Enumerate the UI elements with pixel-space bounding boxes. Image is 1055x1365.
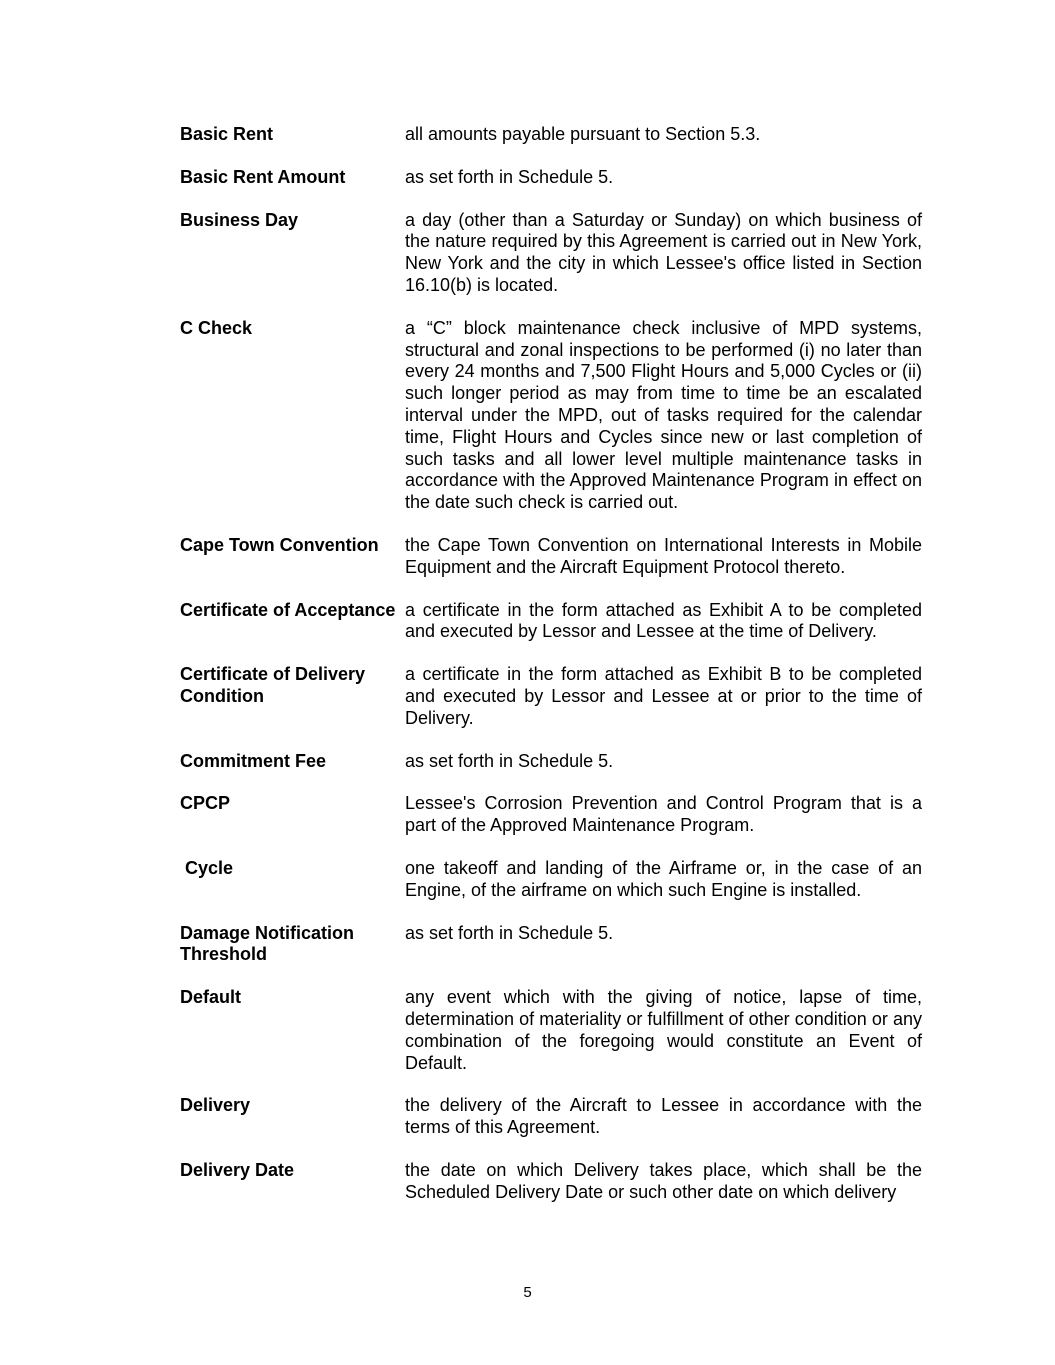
- term-certificate-of-acceptance: Certificate of Acceptance: [180, 599, 396, 620]
- definition-row: [180, 1160, 922, 1204]
- definitions-list: [180, 124, 922, 1224]
- definition-text: the delivery of the Aircraft to Lessee in accordance with the terms of this Agreement.: [405, 1095, 922, 1138]
- definition-text: a certificate in the form attached as Exhibit B to be completed and executed by Lessor and Lessee at or prior to the time of Delivery.: [405, 664, 922, 728]
- definition-row: [180, 1095, 922, 1139]
- definition-text: as set forth in Schedule 5.: [405, 166, 614, 187]
- definition-row: [180, 858, 922, 902]
- term-default: Default: [180, 987, 242, 1008]
- definition-text: the date on which Delivery takes place, which shall be the Scheduled Delivery Date or such other date on which delivery: [405, 1159, 922, 1202]
- definition-row: [180, 210, 922, 297]
- term-cape-town-convention: Cape Town Convention: [180, 534, 379, 555]
- definition-text: as set forth in Schedule 5.: [405, 750, 614, 771]
- term-c-check: C Check: [180, 317, 253, 338]
- term-damage-notification-threshold: Damage Notification Threshold: [180, 922, 355, 965]
- definition-row: [180, 535, 922, 579]
- definition-text: the Cape Town Convention on International Interests in Mobile Equipment and the Aircraft Equipment Protocol thereto.: [405, 534, 922, 577]
- definition-row: [180, 167, 922, 189]
- page-number: 5: [523, 1284, 532, 1301]
- definition-row: [180, 318, 922, 514]
- definition-text: as set forth in Schedule 5.: [405, 922, 614, 943]
- definition-text: all amounts payable pursuant to Section 5.3.: [405, 124, 761, 144]
- definition-row: [180, 793, 922, 837]
- term-delivery: Delivery: [180, 1095, 251, 1116]
- term-delivery-date: Delivery Date: [180, 1159, 295, 1180]
- definition-row: [180, 124, 922, 146]
- term-business-day: Business Day: [180, 209, 299, 230]
- definition-text: any event which with the giving of notice, lapse of time, determination of materiality or fulfillment of other condition or any combination of the foregoing would constitute an Event of Default.: [405, 987, 922, 1073]
- definition-text: a certificate in the form attached as Exhibit A to be completed and executed by Lessor and Lessee at the time of Delivery.: [405, 599, 922, 642]
- term-cycle: Cycle: [185, 857, 234, 878]
- definition-row: [180, 664, 922, 729]
- definition-row: [180, 751, 922, 773]
- term-basic-rent-amount: Basic Rent Amount: [180, 166, 346, 187]
- definition-text: one takeoff and landing of the Airframe or, in the case of an Engine, of the airframe on which such Engine is installed.: [405, 857, 922, 900]
- term-certificate-of-delivery-condition: Certificate of Delivery Condition: [180, 664, 366, 706]
- definition-row: [180, 923, 922, 967]
- definition-row: [180, 600, 922, 644]
- definition-text: Lessee's Corrosion Prevention and Control Program that is a part of the Approved Maintenance Program.: [405, 793, 922, 836]
- definition-text: a day (other than a Saturday or Sunday) on which business of the nature required by this Agreement is carried out in New York, New York and the city in which Lessee's office listed in Section 16.10(b) is located.: [405, 209, 922, 295]
- term-basic-rent: Basic Rent: [180, 124, 274, 144]
- term-commitment-fee: Commitment Fee: [180, 750, 327, 771]
- term-cpcp: CPCP: [180, 793, 231, 814]
- definition-text: a “C” block maintenance check inclusive of MPD systems, structural and zonal inspections to be performed (i) no later than every 24 months and 7,500 Flight Hours and 5,000 Cycles or (ii) such longer period as may from time to time be an escalated interval under the MPD, out of tasks required for the calendar time, Flight Hours and Cycles since new or last completion of such tasks and all lower level multiple maintenance tasks in accordance with the Approved Maintenance Program in effect on the date such check is carried out.: [405, 317, 922, 513]
- definition-row: [180, 987, 922, 1074]
